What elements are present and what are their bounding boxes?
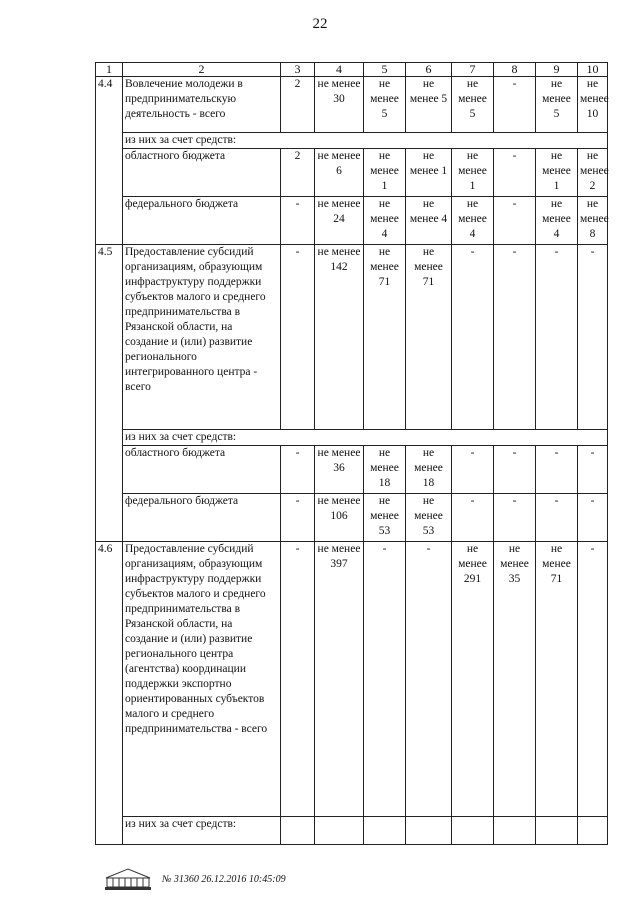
subtotal-label: из них за счет средств: xyxy=(123,133,608,149)
cell-value: не менее 5 xyxy=(452,77,494,133)
cell-value: не менее 1 xyxy=(364,149,406,197)
cell-value: не менее 291 xyxy=(452,542,494,817)
cell-value: не менее 71 xyxy=(406,245,452,430)
registration-footer xyxy=(102,864,286,894)
empty-cell xyxy=(364,817,406,845)
cell-value: не менее 4 xyxy=(452,197,494,245)
column-header: 5 xyxy=(364,63,406,77)
cell-value: - xyxy=(364,542,406,817)
empty-cell xyxy=(452,817,494,845)
column-header: 1 xyxy=(96,63,123,77)
cell-value: - xyxy=(281,446,315,494)
cell-value: не менее 8 xyxy=(578,197,608,245)
column-header: 9 xyxy=(536,63,578,77)
cell-value: - xyxy=(494,197,536,245)
cell-value: - xyxy=(494,494,536,542)
cell-value: не менее 4 xyxy=(406,197,452,245)
cell-value: 2 xyxy=(281,77,315,133)
cell-value: - xyxy=(536,494,578,542)
cell-value: - xyxy=(406,542,452,817)
empty-cell xyxy=(406,817,452,845)
column-header: 7 xyxy=(452,63,494,77)
row-name: федерального бюджета xyxy=(123,494,281,542)
cell-value: не менее 1 xyxy=(406,149,452,197)
cell-value: - xyxy=(281,494,315,542)
cell-value: не менее 5 xyxy=(364,77,406,133)
row-name: Предоставление субсидий организациям, образующим инфраструктуру поддержки субъектов малого и среднего предпринимательства в Рязанской области, на создание и (или) развитие регионального интегрированного центра - всего xyxy=(123,245,281,430)
registration-stamp: № 31360 26.12.2016 10:45:09 xyxy=(162,873,286,885)
cell-value: - xyxy=(281,245,315,430)
cell-value: - xyxy=(494,149,536,197)
program-indicators-table xyxy=(95,62,608,845)
cell-value: не менее 35 xyxy=(494,542,536,817)
registry-building-stamp-icon xyxy=(102,866,154,892)
row-code: 4.5 xyxy=(96,245,123,542)
cell-value: - xyxy=(494,245,536,430)
cell-value: - xyxy=(494,446,536,494)
column-header: 10 xyxy=(578,63,608,77)
subtotal-label: из них за счет средств: xyxy=(123,430,608,446)
cell-value: - xyxy=(578,494,608,542)
cell-value: не менее 142 xyxy=(315,245,364,430)
cell-value: - xyxy=(536,446,578,494)
page-number: 22 xyxy=(312,16,328,32)
cell-value: не менее 30 xyxy=(315,77,364,133)
table-row xyxy=(96,133,608,149)
column-header: 3 xyxy=(281,63,315,77)
cell-value: - xyxy=(536,245,578,430)
empty-cell xyxy=(494,817,536,845)
cell-value: не менее 5 xyxy=(406,77,452,133)
row-name: областного бюджета xyxy=(123,446,281,494)
cell-value: - xyxy=(578,245,608,430)
column-header: 2 xyxy=(123,63,281,77)
cell-value: - xyxy=(452,494,494,542)
table-row xyxy=(96,245,608,430)
cell-value: не менее 1 xyxy=(452,149,494,197)
table-row xyxy=(96,446,608,494)
cell-value: не менее 71 xyxy=(364,245,406,430)
cell-value: - xyxy=(452,245,494,430)
cell-value: не менее 6 xyxy=(315,149,364,197)
cell-value: не менее 36 xyxy=(315,446,364,494)
cell-value: не менее 2 xyxy=(578,149,608,197)
row-name: федерального бюджета xyxy=(123,197,281,245)
table-row xyxy=(96,542,608,817)
cell-value: - xyxy=(452,446,494,494)
table-row xyxy=(96,494,608,542)
cell-value: не менее 106 xyxy=(315,494,364,542)
cell-value: не менее 397 xyxy=(315,542,364,817)
cell-value: не менее 53 xyxy=(406,494,452,542)
cell-value: не менее 4 xyxy=(364,197,406,245)
table-row xyxy=(96,817,608,845)
table-row xyxy=(96,149,608,197)
row-name: Предоставление субсидий организациям, образующим инфраструктуру поддержки субъектов малого и среднего предпринимательства в Рязанской области, на создание и (или) развитие регионального центра (агентства) координации поддержки экспортно ориентированных субъектов малого и среднего предпринимательства - всего xyxy=(123,542,281,817)
row-name: областного бюджета xyxy=(123,149,281,197)
subtotal-label: из них за счет средств: xyxy=(123,817,281,845)
cell-value: 2 xyxy=(281,149,315,197)
cell-value: не менее 10 xyxy=(578,77,608,133)
empty-cell xyxy=(281,817,315,845)
cell-value: не менее 24 xyxy=(315,197,364,245)
empty-cell xyxy=(578,817,608,845)
cell-value: не менее 18 xyxy=(406,446,452,494)
cell-value: - xyxy=(578,446,608,494)
row-code: 4.4 xyxy=(96,77,123,245)
cell-value: - xyxy=(578,542,608,817)
cell-value: - xyxy=(494,77,536,133)
cell-value: не менее 1 xyxy=(536,149,578,197)
table-row xyxy=(96,430,608,446)
cell-value: не менее 71 xyxy=(536,542,578,817)
row-name: Вовлечение молодежи в предпринимательскую деятельность - всего xyxy=(123,77,281,133)
cell-value: не менее 4 xyxy=(536,197,578,245)
cell-value: - xyxy=(281,542,315,817)
cell-value: не менее 18 xyxy=(364,446,406,494)
column-header: 8 xyxy=(494,63,536,77)
table-row xyxy=(96,77,608,133)
cell-value: - xyxy=(281,197,315,245)
column-header: 6 xyxy=(406,63,452,77)
empty-cell xyxy=(315,817,364,845)
table-row xyxy=(96,197,608,245)
column-header: 4 xyxy=(315,63,364,77)
cell-value: не менее 5 xyxy=(536,77,578,133)
empty-cell xyxy=(536,817,578,845)
cell-value: не менее 53 xyxy=(364,494,406,542)
row-code: 4.6 xyxy=(96,542,123,845)
header-row xyxy=(96,63,608,77)
